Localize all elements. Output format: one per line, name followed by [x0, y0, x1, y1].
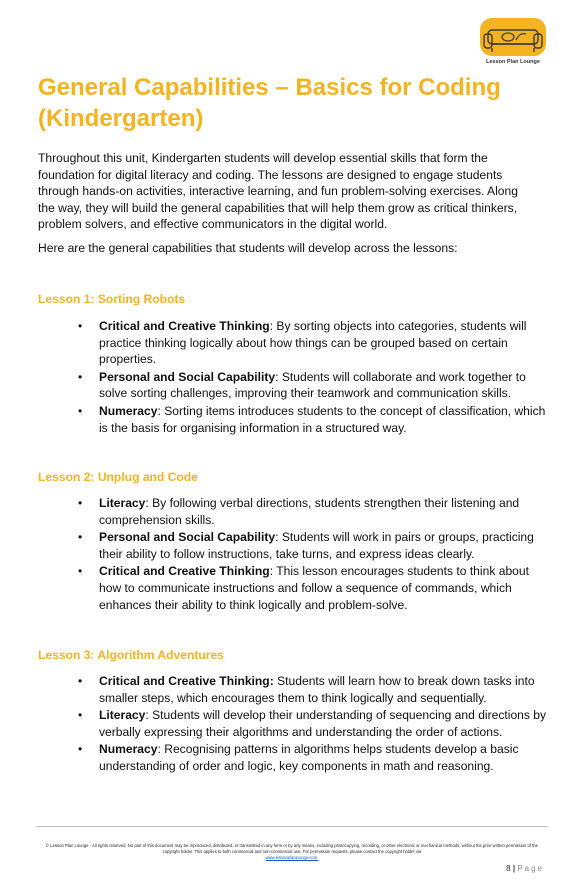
- intro-lead-in: Here are the general capabilities that students will develop across the lessons:: [38, 241, 458, 255]
- bullet-icon: •: [78, 564, 83, 579]
- logo-caption: Lesson Plan Lounge: [486, 59, 540, 65]
- capability-term: Critical and Creative Thinking:: [99, 674, 274, 688]
- capability-description: Students will learn how to break down tasks into smaller steps, which encourages them to think logically and sequentially.: [99, 674, 535, 705]
- lesson-2-heading: Lesson 2: Unplug and Code: [38, 470, 198, 484]
- capability-description: : Sorting items introduces students to the concept of classification, which is the basis for organising information in a structured way.: [99, 403, 546, 435]
- capability-description: : By sorting objects into categories, students will practice thinking logically about how things can be grouped based on certain properties.: [99, 319, 527, 367]
- capability-term: Literacy: [99, 708, 146, 723]
- lesson-3-heading: Lesson 3: Algorithm Adventures: [38, 648, 224, 662]
- bullet-icon: •: [78, 403, 83, 418]
- page-title: General Capabilities – Basics for Coding (Kindergarten): [38, 74, 501, 132]
- page-number-separator: |: [512, 864, 516, 873]
- website-link[interactable]: www.lessonplanlounge.com.: [265, 855, 319, 860]
- footer-divider: [36, 826, 548, 827]
- lesson-3-capability-list: [77, 673, 547, 776]
- capability-description: : Students will collaborate and work together to solve sorting challenges, improving their teamwork and communication skills.: [99, 369, 526, 401]
- list-item: [77, 318, 547, 368]
- copyright-text: © Lesson Plan Lounge - All rights reserved. No part of this document may be reproduced, distributed, or transmitted in any form or by any means, including photocopying, recording, or other electronic or mechanical methods, without the prior written permission of the copyright holder. This applies to both commercial and non-commercial use. For permission requests, please contact the copyright holder via: [46, 843, 538, 854]
- capability-description: : Students will work in pairs or groups, practicing their ability to follow instructions, take turns, and express ideas clearly.: [99, 530, 534, 561]
- list-item: [77, 403, 547, 436]
- capability-term: Literacy: [99, 496, 146, 510]
- intro-paragraph: Throughout this unit, Kindergarten students will develop essential skills that form the foundation for digital literacy and coding. The lessons are designed to engage students through hands-on activities, interactive learning, and fun problem-solving exercises. Along the way, they will build the general capabilities that will help them grow as critical thinkers, problem solvers, and effective communicators in the digital world.: [38, 151, 518, 232]
- bullet-icon: •: [78, 674, 83, 688]
- capability-term: Critical and Creative Thinking: [99, 319, 270, 333]
- bullet-icon: •: [78, 319, 83, 333]
- bullet-icon: •: [78, 708, 83, 723]
- capability-term: Personal and Social Capability: [99, 530, 276, 545]
- bullet-icon: •: [78, 496, 83, 510]
- list-item: [77, 495, 547, 528]
- page-number: [506, 864, 544, 873]
- footer-copyright: [40, 843, 544, 861]
- page-word: Page: [517, 864, 544, 873]
- list-item: [77, 673, 547, 706]
- bullet-icon: •: [78, 530, 83, 545]
- capability-description: : By following verbal directions, students strengthen their listening and comprehension skills.: [99, 496, 520, 527]
- list-item: [77, 369, 547, 402]
- lesson-2-capability-list: [77, 495, 547, 614]
- capability-description: : Students will develop their understanding of sequencing and directions by verbally expressing their algorithms and understanding the order of actions.: [99, 708, 547, 739]
- capability-term: Personal and Social Capability: [99, 369, 276, 384]
- list-item: [77, 741, 547, 774]
- bullet-icon: •: [78, 742, 83, 757]
- capability-description: : Recognising patterns in algorithms helps students develop a basic understanding of order and logic, key components in math and reasoning.: [99, 742, 519, 773]
- capability-term: Numeracy: [99, 403, 158, 418]
- list-item: [77, 563, 547, 613]
- lesson-plan-lounge-logo: [478, 16, 548, 66]
- capability-term: Critical and Creative Thinking: [99, 564, 270, 579]
- list-item: [77, 529, 547, 562]
- bullet-icon: •: [78, 369, 83, 384]
- page-number-value: 8: [506, 864, 511, 873]
- list-item: [77, 707, 547, 740]
- capability-description: : This lesson encourages students to think about how to communicate instructions and follow a sequence of commands, which enhances their ability to think logically and problem-solve.: [99, 564, 529, 612]
- capability-term: Numeracy: [99, 742, 158, 757]
- couch-logo-icon: [478, 16, 548, 60]
- lesson-1-capability-list: [77, 318, 547, 437]
- lesson-1-heading: Lesson 1: Sorting Robots: [38, 292, 186, 306]
